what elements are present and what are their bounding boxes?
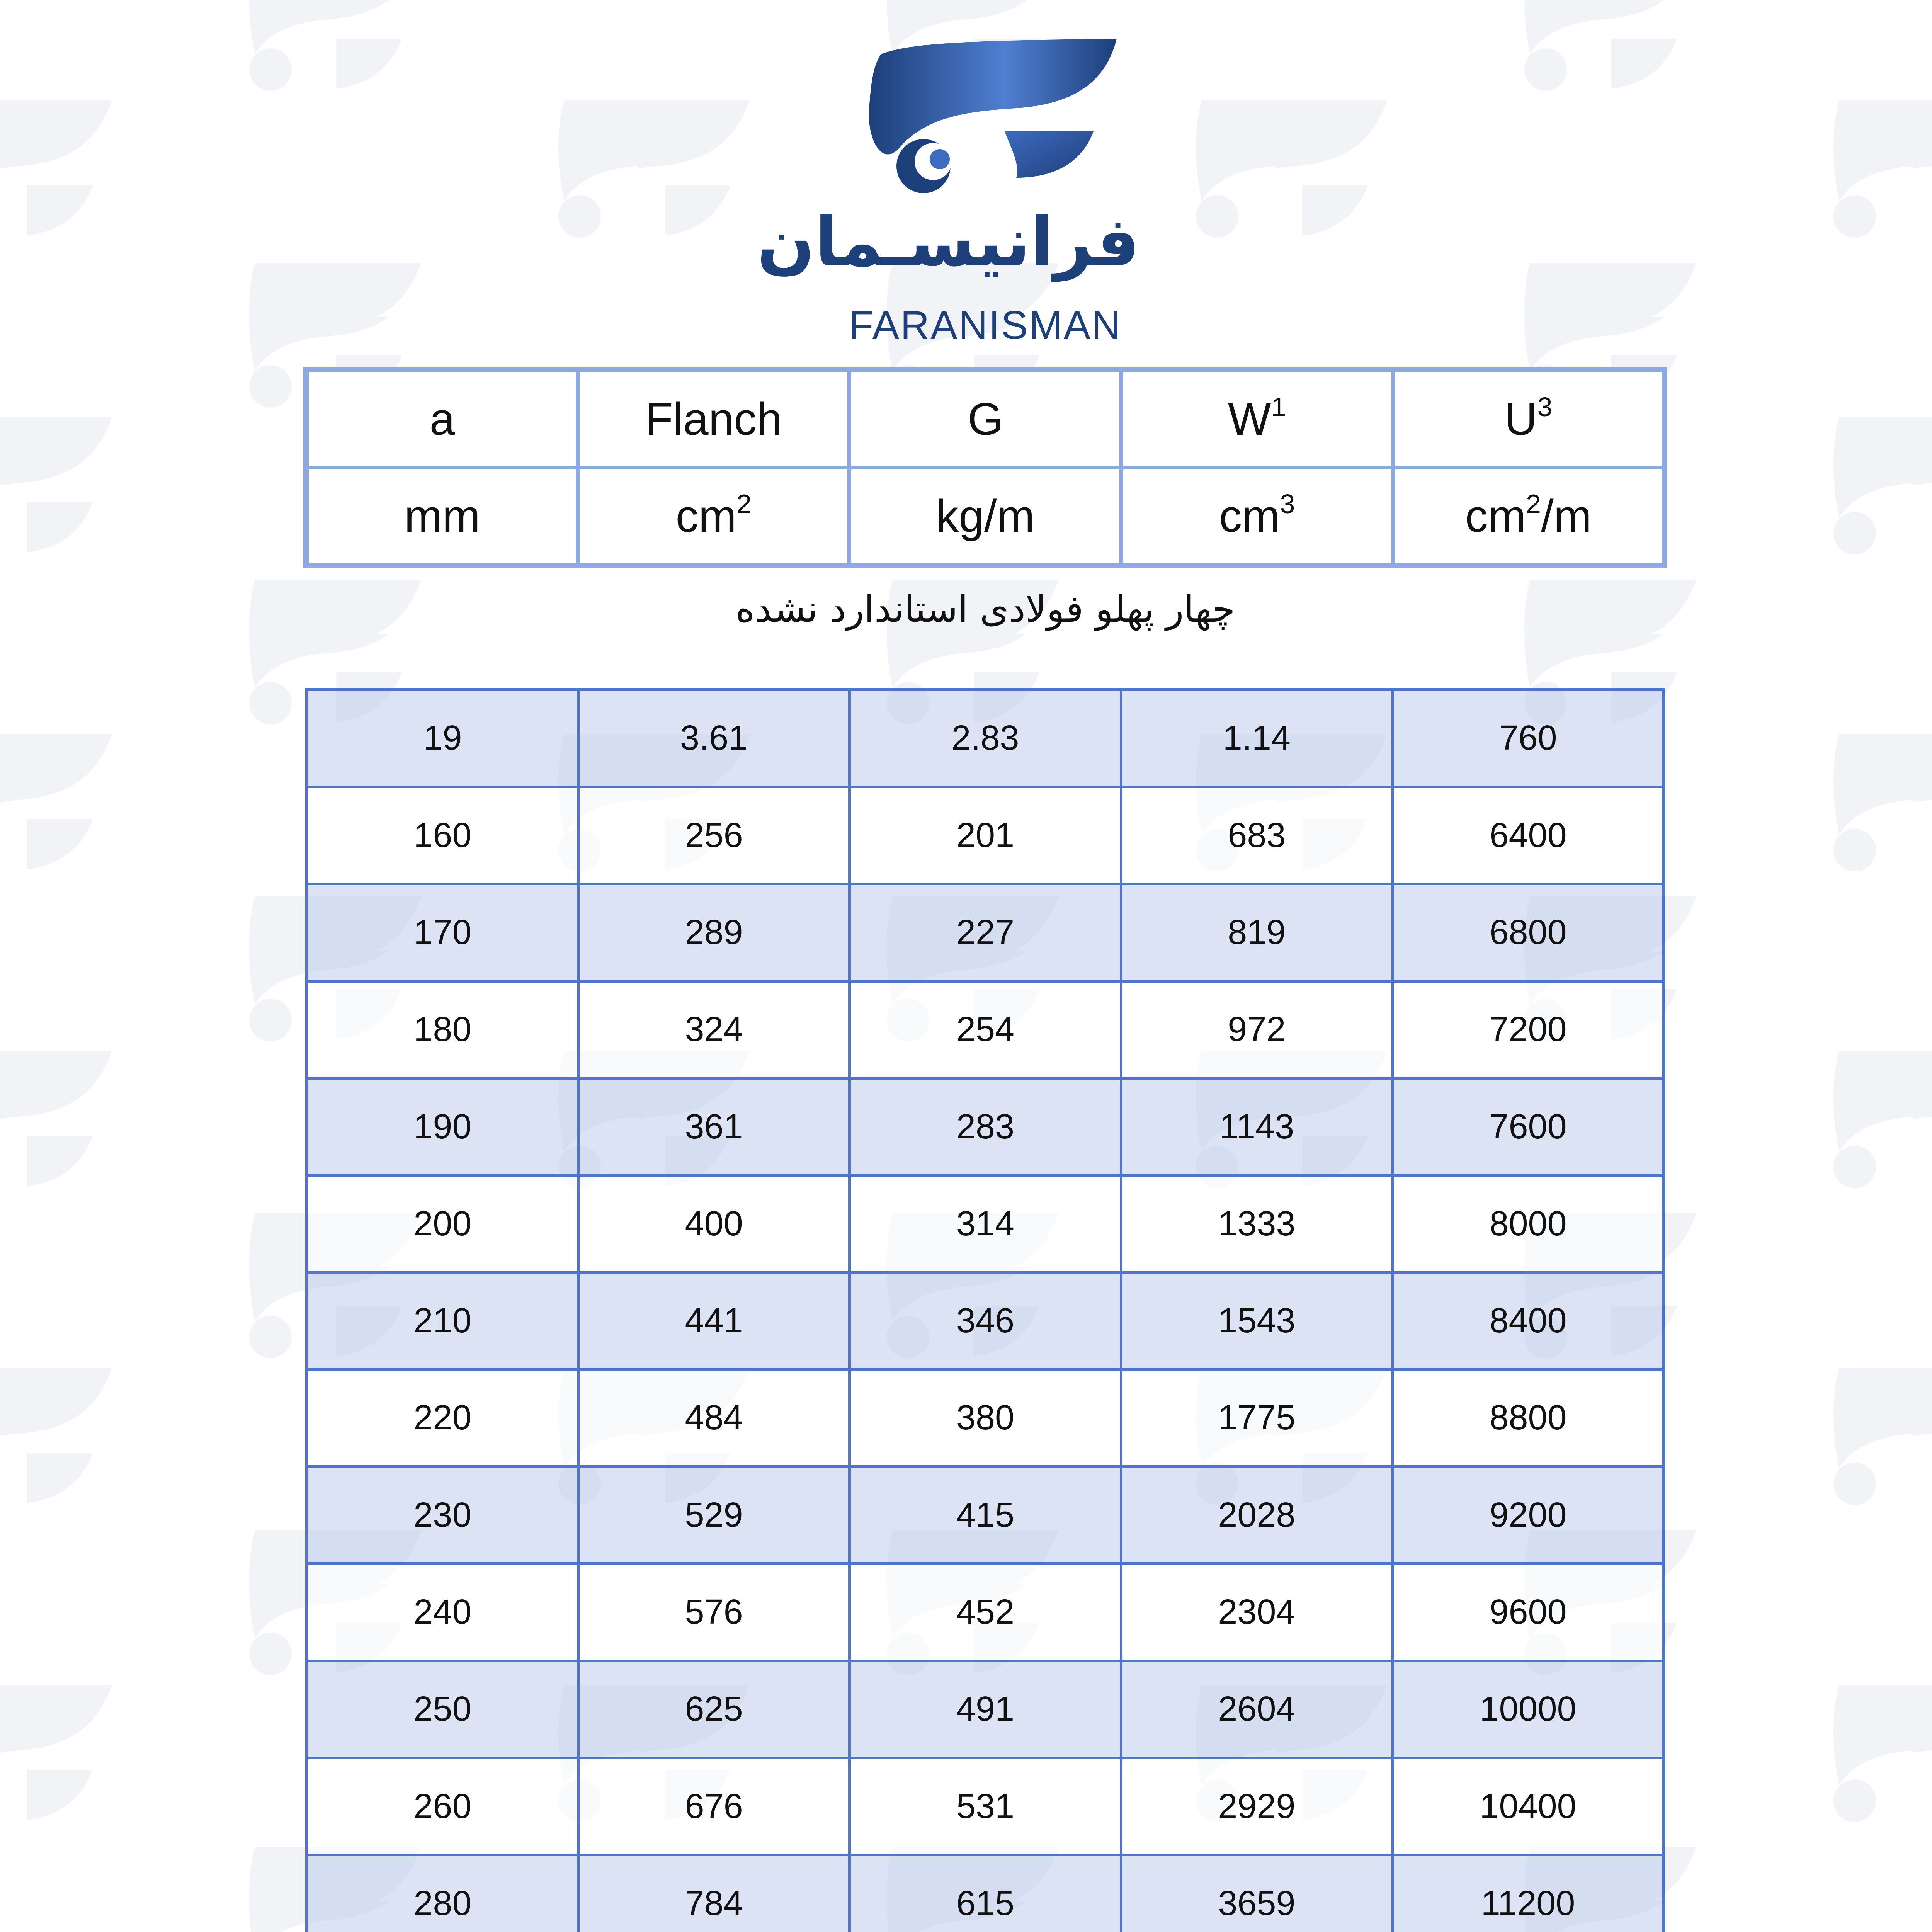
header-symbol-flanch: Flanch (578, 370, 849, 468)
cell-w: 683 (1121, 787, 1392, 884)
cell-a: 19 (307, 689, 578, 787)
cell-a: 200 (307, 1175, 578, 1272)
cell-w: 1143 (1121, 1078, 1392, 1175)
table-row (307, 1564, 1664, 1661)
cell-g: 254 (850, 981, 1121, 1078)
cell-a: 240 (307, 1564, 578, 1661)
cell-u: 8800 (1393, 1369, 1664, 1466)
cell-u: 6800 (1393, 884, 1664, 981)
cell-w: 1.14 (1121, 689, 1392, 787)
header-unit-w: $cm^3$ (1121, 468, 1393, 565)
cell-g: 346 (850, 1272, 1121, 1369)
header-unit-u: $cm^2/m$ (1393, 468, 1665, 565)
cell-u: 7600 (1393, 1078, 1664, 1175)
cell-w: 1543 (1121, 1272, 1392, 1369)
cell-w: 2304 (1121, 1564, 1392, 1661)
cell-u: 9600 (1393, 1564, 1664, 1661)
brand-logo (757, 39, 1140, 348)
cell-a: 230 (307, 1467, 578, 1564)
cell-flanch: 676 (578, 1758, 849, 1855)
cell-u: 7200 (1393, 981, 1664, 1078)
cell-u: 9200 (1393, 1467, 1664, 1564)
cell-flanch: 361 (578, 1078, 849, 1175)
cell-w: 1333 (1121, 1175, 1392, 1272)
data-table (305, 688, 1665, 1932)
cell-u: 6400 (1393, 787, 1664, 884)
cell-u: 10000 (1393, 1661, 1664, 1758)
cell-g: 283 (850, 1078, 1121, 1175)
cell-u: 760 (1393, 689, 1664, 787)
cell-flanch: 289 (578, 884, 849, 981)
cell-w: 972 (1121, 981, 1392, 1078)
cell-a: 160 (307, 787, 578, 884)
cell-flanch: 784 (578, 1855, 849, 1932)
cell-w: 819 (1121, 884, 1392, 981)
cell-g: 531 (850, 1758, 1121, 1855)
cell-flanch: 256 (578, 787, 849, 884)
table-row (307, 884, 1664, 981)
cell-g: 2.83 (850, 689, 1121, 787)
header-symbol-row (306, 370, 1665, 468)
cell-a: 280 (307, 1855, 578, 1932)
cell-g: 201 (850, 787, 1121, 884)
table-row (307, 1661, 1664, 1758)
header-unit-g: kg/m (849, 468, 1121, 565)
cell-w: 2929 (1121, 1758, 1392, 1855)
cell-u: 8400 (1393, 1272, 1664, 1369)
cell-g: 415 (850, 1467, 1121, 1564)
cell-g: 227 (850, 884, 1121, 981)
cell-flanch: 441 (578, 1272, 849, 1369)
cell-g: 491 (850, 1661, 1121, 1758)
cell-a: 220 (307, 1369, 578, 1466)
header-symbol-u: $U^3$ (1393, 370, 1665, 468)
header-unit-a: mm (306, 468, 578, 565)
table-row (307, 787, 1664, 884)
brand-name-persian: فرانیسـمان (757, 203, 1140, 282)
table-row (307, 689, 1664, 787)
cell-flanch: 3.61 (578, 689, 849, 787)
cell-u: 11200 (1393, 1855, 1664, 1932)
table-row (307, 1078, 1664, 1175)
cell-w: 1775 (1121, 1369, 1392, 1466)
table-row (307, 1855, 1664, 1932)
header-unit-flanch: $cm^2$ (578, 468, 849, 565)
table-row (307, 1272, 1664, 1369)
header-symbol-g: G (849, 370, 1121, 468)
cell-a: 190 (307, 1078, 578, 1175)
cell-flanch: 324 (578, 981, 849, 1078)
header-table (303, 367, 1667, 568)
header-unit-row (306, 468, 1665, 565)
cell-u: 10400 (1393, 1758, 1664, 1855)
cell-w: 2604 (1121, 1661, 1392, 1758)
cell-g: 314 (850, 1175, 1121, 1272)
cell-flanch: 529 (578, 1467, 849, 1564)
cell-flanch: 400 (578, 1175, 849, 1272)
header-symbol-w: $W^1$ (1121, 370, 1393, 468)
brand-name-english: FARANISMAN (849, 303, 1122, 348)
cell-a: 260 (307, 1758, 578, 1855)
cell-w: 2028 (1121, 1467, 1392, 1564)
header-symbol-a: a (306, 370, 578, 468)
table-row (307, 1758, 1664, 1855)
cell-a: 180 (307, 981, 578, 1078)
cell-w: 3659 (1121, 1855, 1392, 1932)
cell-a: 170 (307, 884, 578, 981)
cell-g: 615 (850, 1855, 1121, 1932)
faranisman-logo-icon (854, 39, 1117, 193)
table-row (307, 981, 1664, 1078)
cell-g: 452 (850, 1564, 1121, 1661)
table-row (307, 1369, 1664, 1466)
cell-flanch: 576 (578, 1564, 849, 1661)
cell-flanch: 625 (578, 1661, 849, 1758)
cell-g: 380 (850, 1369, 1121, 1466)
table-row (307, 1467, 1664, 1564)
cell-a: 250 (307, 1661, 578, 1758)
table-subtitle: چهار پهلو فولادی استاندارد نشده (735, 587, 1235, 631)
table-row (307, 1175, 1664, 1272)
cell-flanch: 484 (578, 1369, 849, 1466)
cell-u: 8000 (1393, 1175, 1664, 1272)
cell-a: 210 (307, 1272, 578, 1369)
